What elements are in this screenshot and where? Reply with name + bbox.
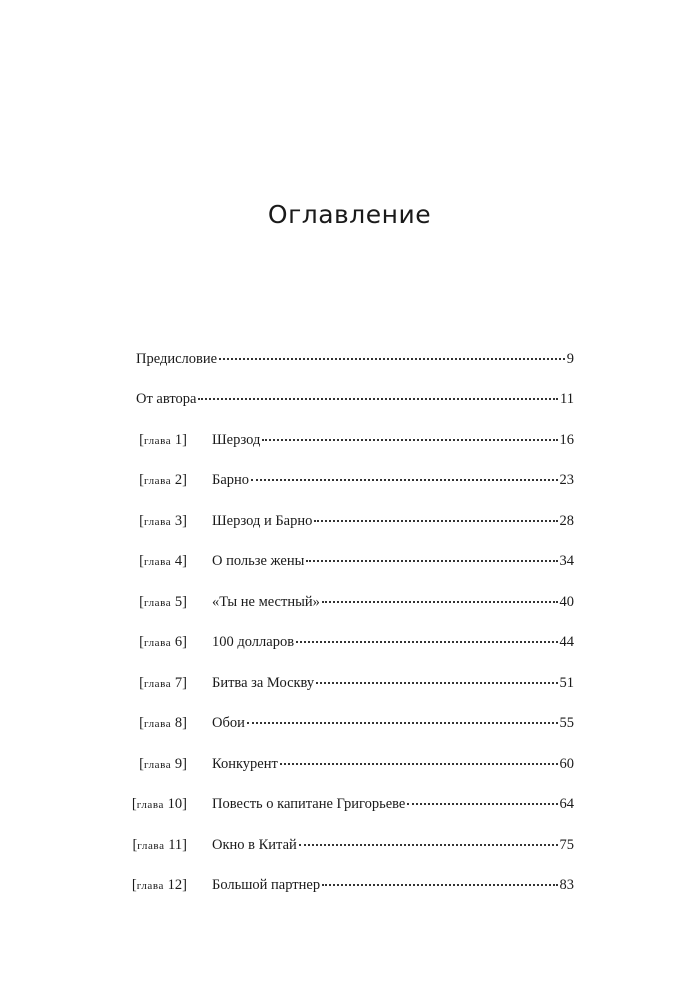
toc-entry[interactable] — [212, 631, 574, 653]
toc-row — [0, 672, 699, 694]
dot-leader — [322, 883, 557, 886]
page-number: 55 — [559, 715, 574, 731]
toc-row — [0, 550, 699, 572]
entry-title: Предисловие — [136, 351, 218, 367]
dot-leader — [296, 640, 557, 643]
entry-title: Шерзод — [212, 432, 261, 448]
chapter-word: глава — [144, 475, 172, 487]
dot-leader — [306, 559, 557, 562]
toc-row — [0, 834, 699, 856]
chapter-number: 10 — [167, 796, 183, 812]
chapter-number: 1 — [174, 432, 183, 448]
toc-row — [0, 874, 699, 896]
chapter-label: [глава 10] — [131, 796, 187, 812]
chapter-word: глава — [144, 637, 172, 649]
toc-row — [0, 469, 699, 491]
dot-leader — [219, 357, 565, 360]
dot-leader — [251, 478, 557, 481]
chapter-label: [глава 9] — [139, 756, 187, 772]
page-number: 75 — [559, 837, 574, 853]
dot-leader — [299, 843, 558, 846]
chapter-label: [глава 5] — [139, 594, 187, 610]
toc-entry[interactable] — [212, 753, 574, 775]
chapter-label: [глава 12] — [131, 877, 187, 893]
chapter-number: 12 — [167, 877, 183, 893]
dot-leader — [247, 721, 558, 724]
page-number: 16 — [559, 432, 574, 448]
toc-entry[interactable] — [212, 712, 574, 734]
toc-row — [0, 753, 699, 775]
entry-title: Большой партнер — [212, 877, 321, 893]
dot-leader — [316, 681, 557, 684]
page-number: 44 — [559, 634, 574, 650]
toc-row — [0, 510, 699, 532]
toc-entry[interactable] — [212, 874, 574, 896]
page-number: 23 — [559, 472, 574, 488]
toc-entry[interactable] — [212, 550, 574, 572]
chapter-number: 11 — [168, 837, 183, 853]
entry-title: 100 долларов — [212, 634, 295, 650]
page-number: 40 — [559, 594, 574, 610]
toc-row — [0, 591, 699, 613]
entry-title: Конкурент — [212, 756, 278, 772]
chapter-label: [глава 7] — [139, 675, 187, 691]
toc-row — [0, 793, 699, 815]
chapter-word: глава — [136, 799, 165, 811]
chapter-number: 7 — [174, 675, 183, 691]
chapter-word: глава — [144, 516, 172, 528]
chapter-word: глава — [144, 678, 172, 690]
chapter-label: [глава 1] — [139, 432, 187, 448]
page-number: 9 — [566, 351, 574, 367]
entry-title: От автора — [136, 391, 197, 407]
page-number: 64 — [559, 796, 574, 812]
toc-row — [0, 712, 699, 734]
chapter-word: глава — [144, 435, 172, 447]
entry-title: Повесть о капитане Григорьеве — [212, 796, 406, 812]
chapter-word: глава — [144, 556, 172, 568]
page-number: 11 — [560, 391, 574, 407]
chapter-number: 5 — [174, 594, 183, 610]
chapter-label: [глава 6] — [139, 634, 187, 650]
page-number: 60 — [559, 756, 574, 772]
dot-leader — [407, 802, 557, 805]
chapter-number: 2 — [174, 472, 183, 488]
chapter-word: глава — [144, 759, 172, 771]
dot-leader — [198, 397, 558, 400]
toc-entry[interactable] — [212, 510, 574, 532]
dot-leader — [280, 762, 558, 765]
chapter-label: [глава 2] — [139, 472, 187, 488]
page-number: 34 — [559, 553, 574, 569]
chapter-number: 9 — [174, 756, 183, 772]
page-title: Оглавление — [267, 200, 432, 229]
chapter-word: глава — [144, 597, 172, 609]
chapter-number: 3 — [174, 513, 183, 529]
page-number: 83 — [559, 877, 574, 893]
toc-row — [0, 348, 699, 370]
toc-entry[interactable] — [212, 429, 574, 451]
entry-title: Шерзод и Барно — [212, 513, 313, 529]
chapter-number: 8 — [174, 715, 183, 731]
dot-leader — [322, 600, 558, 603]
chapter-label: [глава 3] — [139, 513, 187, 529]
entry-title: Обои — [212, 715, 245, 731]
toc-entry[interactable] — [212, 469, 574, 491]
toc-row — [0, 388, 699, 410]
chapter-word: глава — [137, 840, 165, 852]
page-number: 28 — [559, 513, 574, 529]
toc-entry[interactable] — [136, 388, 574, 410]
entry-title: Окно в Китай — [212, 837, 297, 853]
chapter-label: [глава 8] — [139, 715, 187, 731]
toc-row — [0, 429, 699, 451]
entry-title: О пользе жены — [212, 553, 305, 569]
dot-leader — [314, 519, 557, 522]
entry-title: «Ты не местный» — [212, 594, 320, 610]
dot-leader — [262, 438, 557, 441]
chapter-number: 6 — [174, 634, 183, 650]
chapter-word: глава — [136, 880, 165, 892]
chapter-label: [глава 4] — [139, 553, 187, 569]
toc-entry[interactable] — [136, 348, 574, 370]
toc-entry[interactable] — [212, 793, 574, 815]
toc-entry[interactable] — [212, 672, 574, 694]
entry-title: Битва за Москву — [212, 675, 315, 691]
toc-entry[interactable] — [212, 591, 574, 613]
toc-row — [0, 631, 699, 653]
chapter-label: [глава 11] — [132, 837, 187, 853]
page-number: 51 — [559, 675, 574, 691]
chapter-number: 4 — [174, 553, 183, 569]
entry-title: Барно — [212, 472, 250, 488]
toc-entry[interactable] — [212, 834, 574, 856]
chapter-word: глава — [144, 718, 172, 730]
